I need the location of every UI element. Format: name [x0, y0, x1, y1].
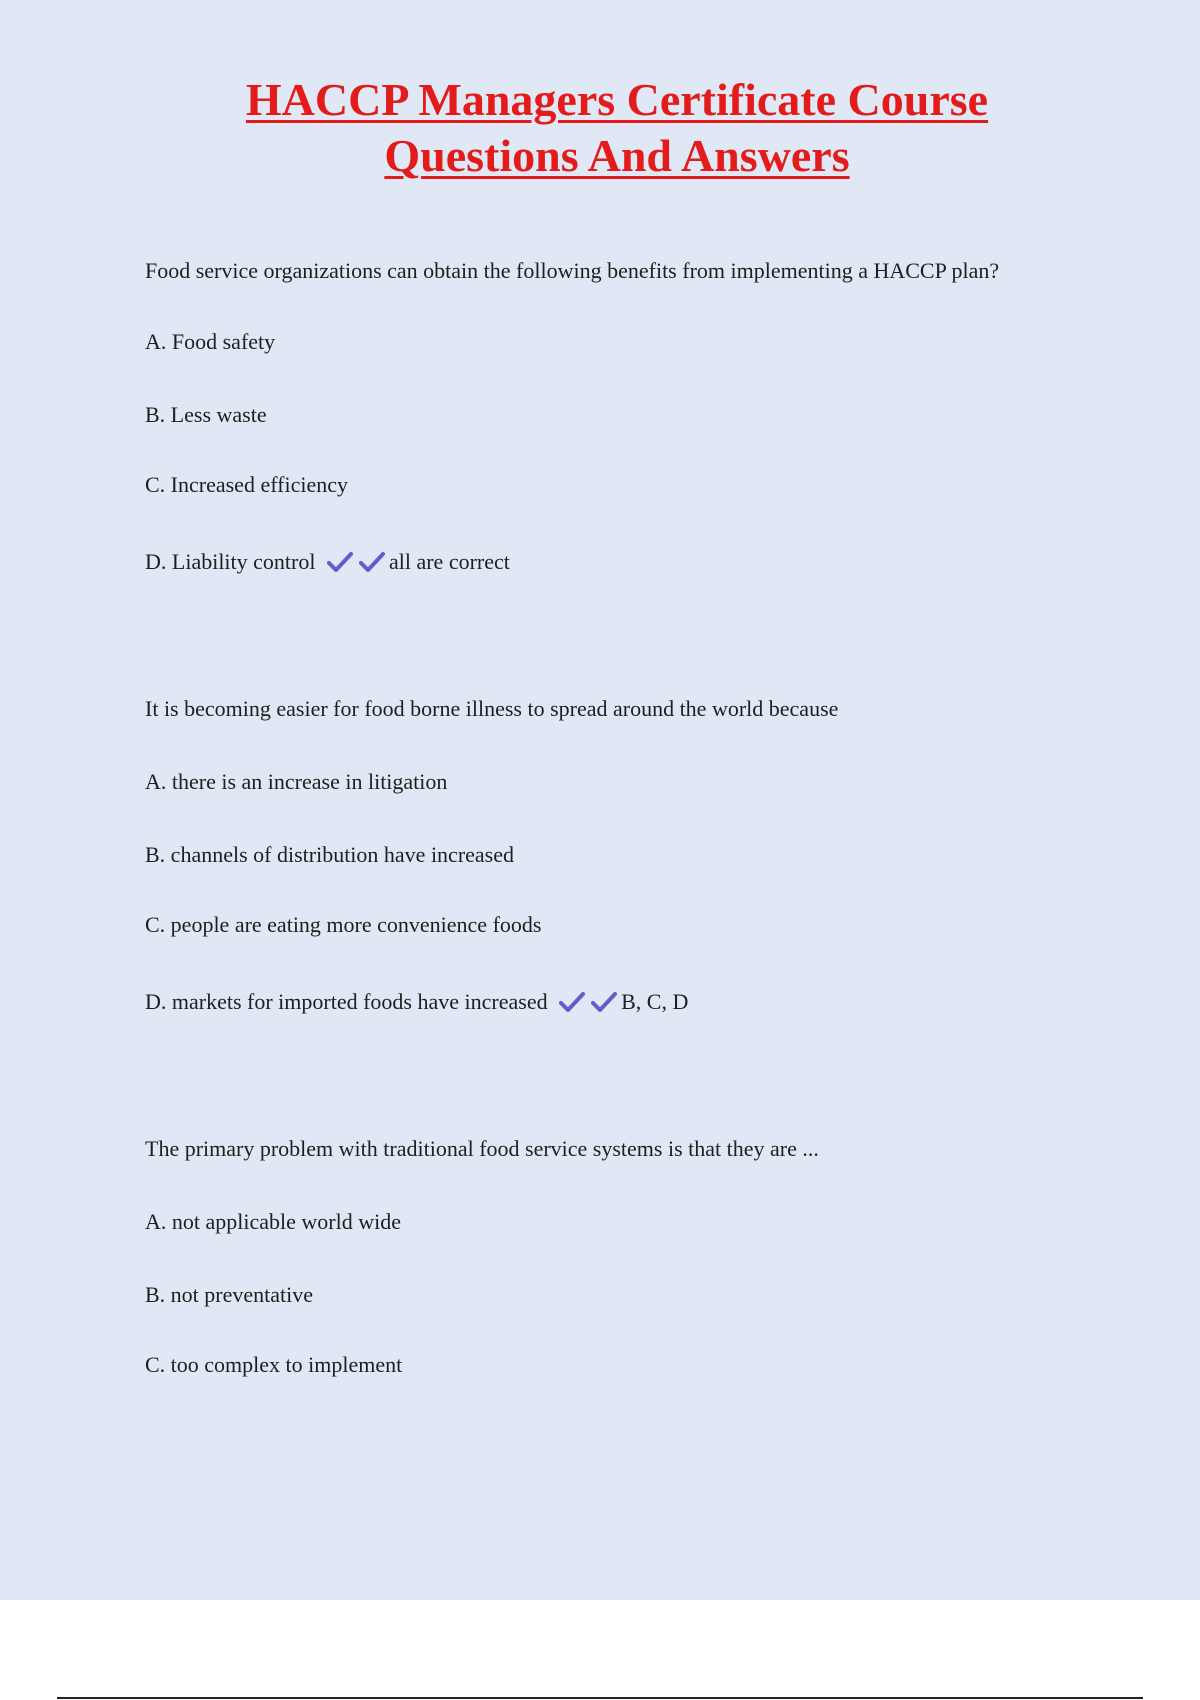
question-1-option-d: D. Liability control [145, 549, 316, 574]
question-2-option-b: B. channels of distribution have increased [145, 842, 515, 867]
question-1-option-d-row [145, 547, 510, 577]
question-3-option-c: C. too complex to implement [145, 1352, 403, 1377]
question-1-option-a: A. Food safety [145, 329, 276, 354]
question-3-option-b: B. not preventative [145, 1282, 314, 1307]
title-line-1: HACCP Managers Certificate Course [245, 74, 989, 125]
question-2-option-a: A. there is an increase in litigation [145, 769, 448, 794]
question-2-prompt: It is becoming easier for food borne illness to spread around the world because [145, 696, 839, 721]
question-2-option-d-row [145, 987, 688, 1017]
question-1-option-b: B. Less waste [145, 402, 267, 427]
question-2-answer: B, C, D [621, 989, 689, 1014]
document-title [0, 72, 1200, 184]
question-1-answer: all are correct [388, 549, 510, 574]
page-footer-rule [57, 1697, 1143, 1699]
question-2-option-c: C. people are eating more convenience foods [145, 912, 542, 937]
checkmark-icon [327, 551, 353, 573]
question-1-option-c: C. Increased efficiency [145, 472, 348, 497]
title-line-2: Questions And Answers [384, 130, 850, 181]
checkmark-icon [559, 991, 585, 1013]
question-2-option-d: D. markets for imported foods have increased [145, 989, 548, 1014]
checkmark-icon [359, 551, 385, 573]
question-3-option-a: A. not applicable world wide [145, 1209, 401, 1234]
question-1-prompt: Food service organizations can obtain the following benefits from implementing a HACCP plan? [145, 258, 1000, 283]
question-3-prompt: The primary problem with traditional food service systems is that they are ... [145, 1136, 819, 1161]
checkmark-icon [591, 991, 617, 1013]
